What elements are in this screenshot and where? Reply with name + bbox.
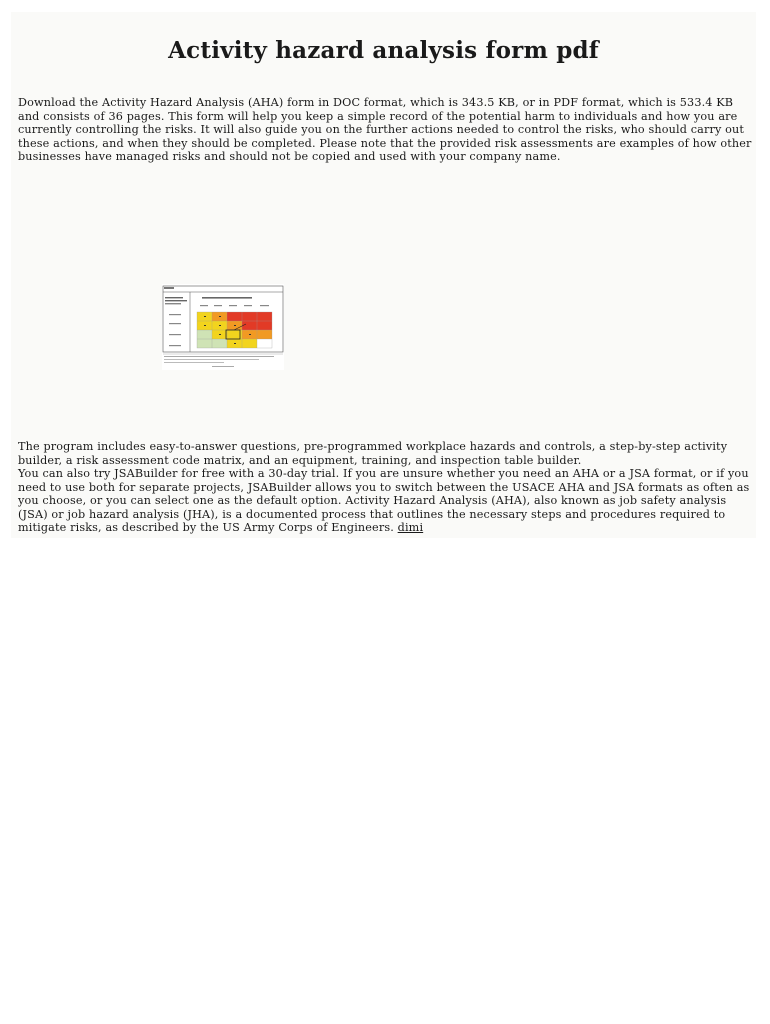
program-paragraph — [18, 440, 753, 535]
intro-paragraph: Download the Activity Hazard Analysis (AHA) form in DOC format, which is 343.5 KB, or in PDF format, which is 533.4 KB and consists of 36 pages. This form will help you keep a simple record of the potential harm to individuals and how you are currently controlling the risks. It will also guide you on the further actions needed to control the risks, who should carry out these actions, and when they should be completed. Please note that the provided risk assessments are examples of how other businesses have managed risks and should not be copied and used with your company name. — [18, 96, 752, 163]
dimi-link[interactable]: dimi — [397, 521, 424, 534]
risk-matrix-thumbnail — [162, 284, 284, 370]
content-card — [11, 12, 756, 538]
jsabuilder-text: You can also try JSABuilder for free with a 30-day trial. If you are unsure whether you need an AHA or a JSA format, or if you need to use both for separate projects, JSABuilder allows you to switch between the USACE AHA and JSA formats as often as you choose, or you can select one as the default option. Activity Hazard Analysis (AHA), also known as job safety analysis (JSA) or job hazard analysis (JHA), is a documented process that outlines the necessary steps and procedures required to mitigate risks, as described by the US Army Corps of Engineers. — [18, 467, 750, 534]
page-title: Activity hazard analysis form pdf — [168, 37, 599, 64]
program-features-text: The program includes easy-to-answer questions, pre-programmed workplace hazards and controls, a step-by-step activity builder, a risk assessment code matrix, and an equipment, training, and inspection table builder. — [18, 440, 728, 467]
